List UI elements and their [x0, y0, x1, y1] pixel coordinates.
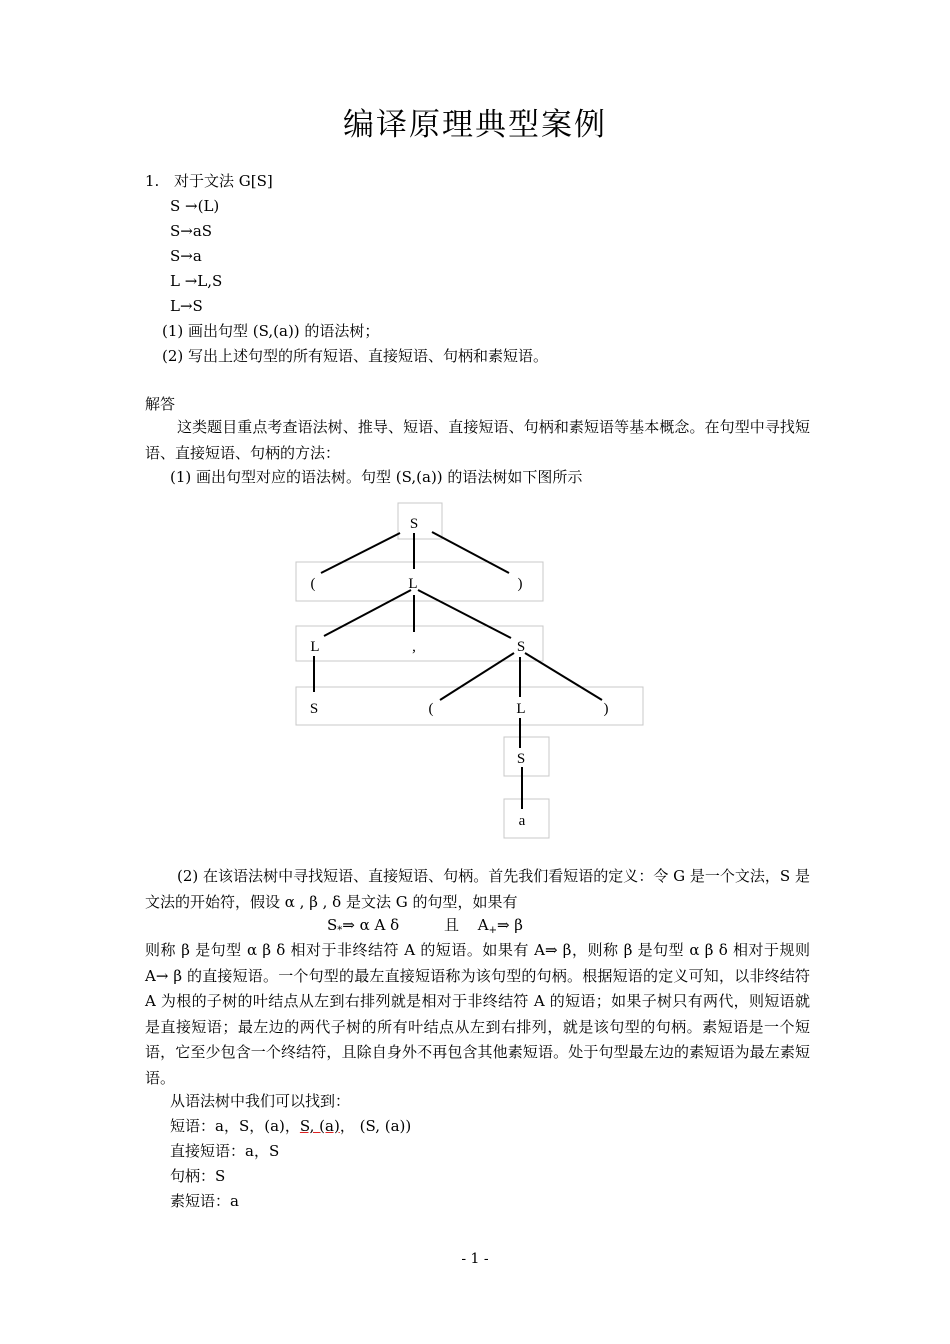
grammar-rule: S →(L) [170, 197, 220, 215]
tree-node: L [408, 576, 418, 592]
grammar-rule: S→a [170, 247, 202, 265]
tree-box [504, 737, 549, 776]
tree-edge [440, 653, 514, 700]
answer-heading: 解答 [145, 395, 176, 413]
grammar-rule: L→S [170, 297, 203, 315]
phrases-part-a: a，S，(a)， [215, 1117, 300, 1135]
tree-edge [321, 533, 400, 573]
formula-right: A [477, 916, 489, 934]
tree-node: ) [603, 701, 609, 717]
tree-node: S [516, 639, 526, 655]
tree-node: ( [310, 576, 316, 592]
tree-node: ( [428, 701, 434, 717]
direct-phrases: 直接短语：a，S [170, 1142, 280, 1160]
tree-edge [525, 653, 602, 700]
tree-node: S [309, 701, 319, 717]
question-1: (1) 画出句型 (S,(a)) 的语法树； [162, 322, 380, 340]
answer-step-1: (1) 画出句型对应的语法树。句型 (S,(a)) 的语法树如下图所示 [170, 468, 583, 486]
grammar-rule: S→aS [170, 222, 213, 240]
prime-phrases: 素短语：a [170, 1192, 239, 1210]
tree-edges [314, 532, 602, 809]
tree-box [504, 799, 549, 838]
page-number: - 1 - [461, 1251, 489, 1267]
formula-and: 且 [443, 916, 459, 934]
tree-boxes [296, 503, 643, 838]
grammar-rule: L →L,S [170, 272, 223, 290]
answer-intro: 这类题目重点考查语法树、推导、短语、直接短语、句柄和素短语等基本概念。在句型中寻找短语、直接短语、句柄的方法： [145, 418, 810, 462]
tree-labels [310, 516, 609, 829]
tree-edge [432, 532, 509, 573]
formula-right-rest: ⇒ β [496, 916, 523, 934]
tree-edge [418, 590, 511, 638]
formula-left: S [327, 916, 338, 934]
formula-right-sup: + [488, 925, 497, 936]
tree-edge [324, 590, 411, 636]
phrases-underlined: S, (a) [299, 1117, 340, 1135]
formula-left-rest: ⇒ α A δ [342, 916, 400, 934]
handle: 句柄：S [170, 1167, 226, 1185]
formula-left-sup: * [337, 925, 343, 936]
answer-step-2: (2) 在该语法树中寻找短语、直接短语、句柄。首先我们看短语的定义：令 G 是一个文法，S 是文法的开始符，假设 α , β , δ 是文法 G 的句型，如果有 [145, 867, 810, 911]
tree-node: , [412, 639, 416, 655]
tree-node: ) [517, 576, 523, 592]
definition-paragraph: 则称 β 是句型 α β δ 相对于非终结符 A 的短语。如果有 A⇒ β，则称 β 是句型 α β δ 相对于规则 A→ β 的直接短语。一个句型的最左直接短语称为该句型的句柄。根据短语的定义可知，以非终结符 A 为根的子树的叶结点从左到右排列就是相对于非终结符 A 的短语；如果子树只有两代，则短语就是直接短语；最左边的两代子树的所有叶结点从左到右排列，就是该句型的句柄。素短语是一个短语，它至少包含一个终结符，且除自身外不再包含其他素短语。处于句型最左边的素短语为最左素短语。 [145, 941, 810, 1087]
found-intro: 从语法树中我们可以找到： [170, 1092, 351, 1110]
phrases-label: 短语： [170, 1117, 216, 1135]
tree-node-root: S [409, 516, 419, 532]
tree-node: L [516, 701, 526, 717]
problem-intro: 对于文法 G[S] [174, 172, 273, 190]
problem-number: 1. [145, 172, 160, 190]
page-title: 编译原理典型案例 [343, 107, 607, 143]
tree-node: L [310, 639, 320, 655]
tree-leaf: a [518, 813, 526, 829]
phrases-line [170, 1116, 411, 1136]
phrases-part-c: ， (S, (a)) [339, 1117, 412, 1135]
tree-node: S [516, 751, 526, 767]
question-2: (2) 写出上述句型的所有短语、直接短语、句柄和素短语。 [162, 347, 549, 365]
